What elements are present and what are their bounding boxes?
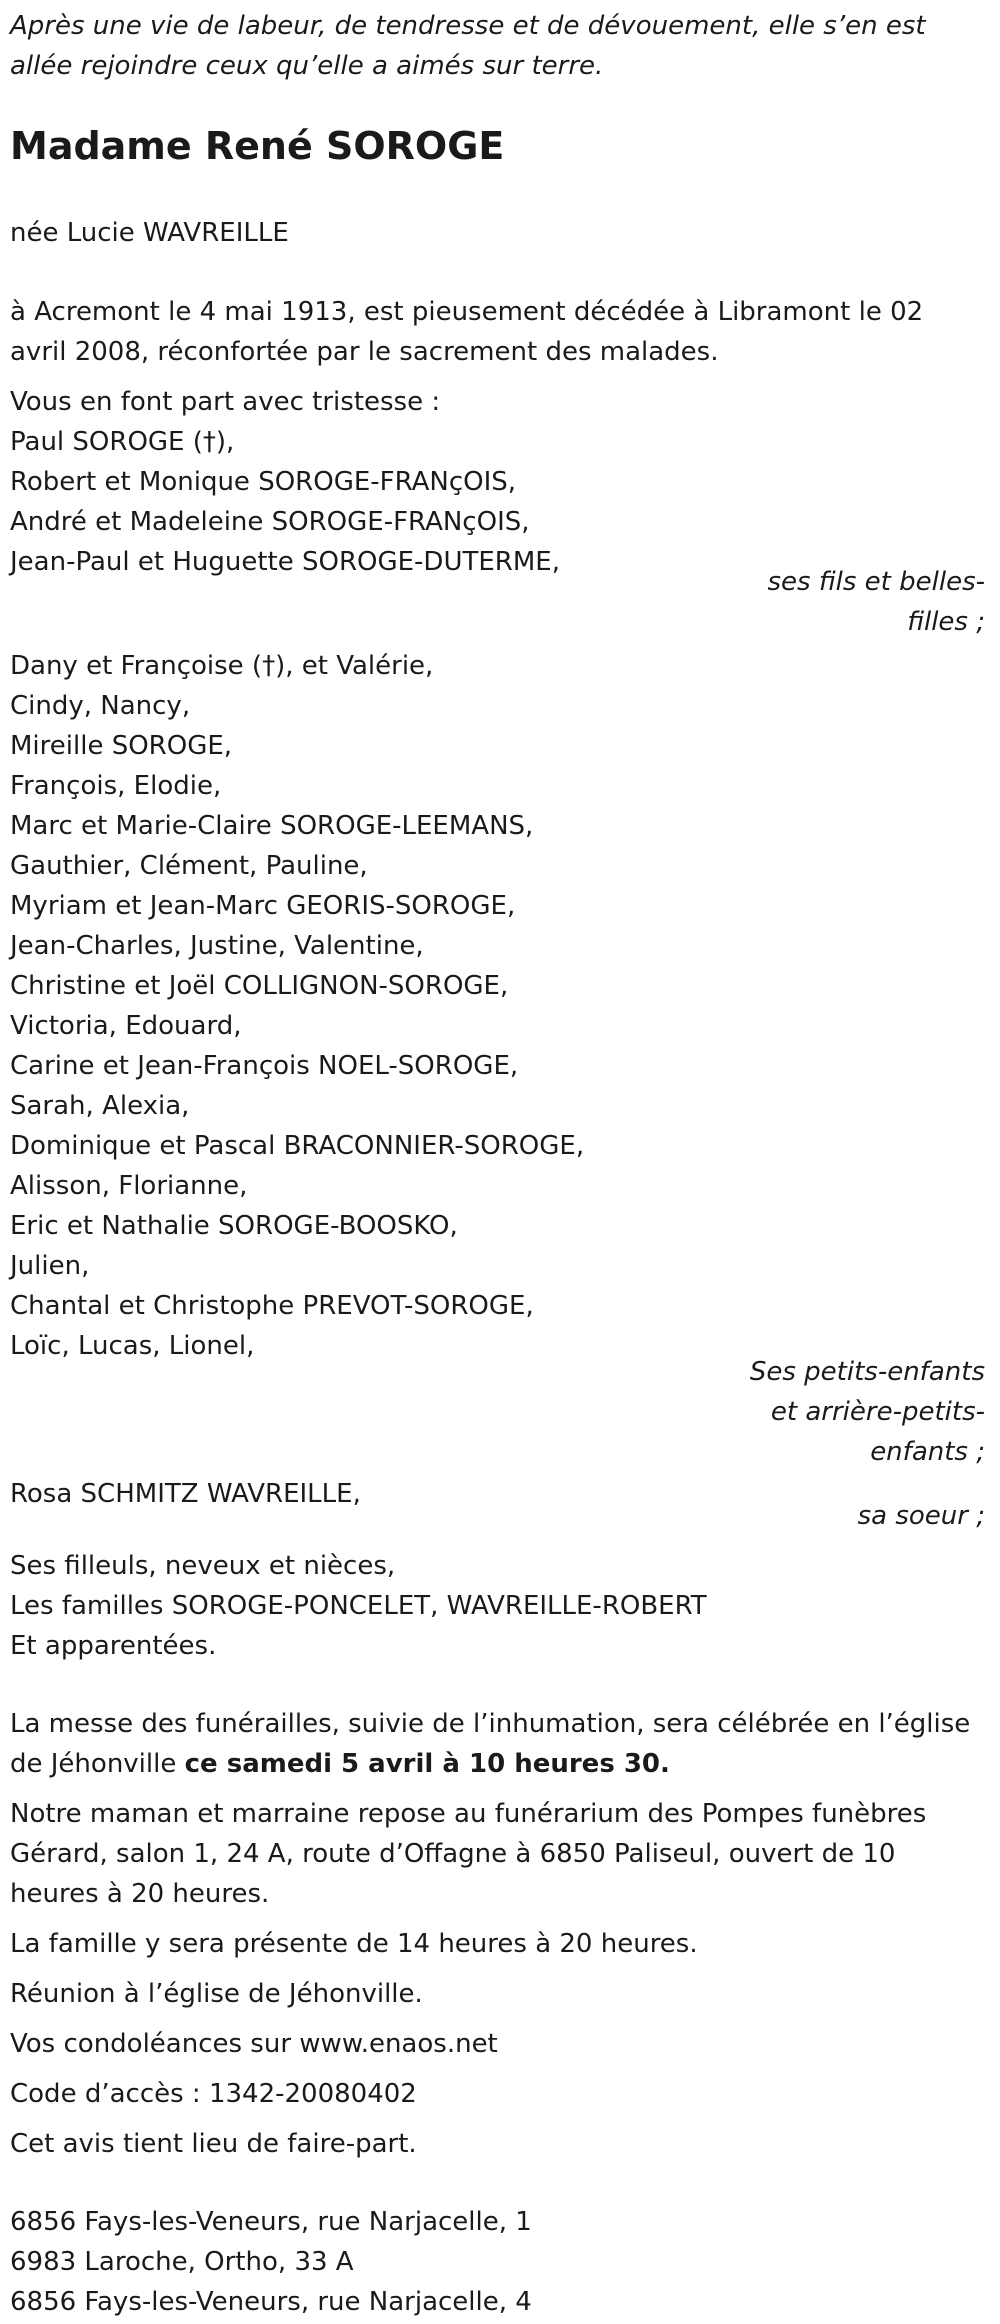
info-line: La famille y sera présente de 14 heures à 20 heures. <box>10 1929 698 1959</box>
family-member: Dominique et Pascal BRACONNIER-SOROGE, <box>10 1131 585 1161</box>
family-member: Julien, <box>10 1251 90 1281</box>
rest-line: Gérard, salon 1, 24 A, route d’Offagne à 6850 Paliseul, ouvert de 10 <box>10 1839 896 1869</box>
family-member: Ses filleuls, neveux et nièces, <box>10 1551 396 1581</box>
family-member: Mireille SOROGE, <box>10 731 233 761</box>
mass-location: de Jéhonville <box>10 1749 185 1779</box>
family-member: Gauthier, Clément, Pauline, <box>10 851 368 881</box>
relation-label: sa soeur ; <box>857 1501 985 1531</box>
family-intro: Vous en font part avec tristesse : <box>10 387 441 417</box>
relation-label: et arrière-petits- <box>770 1397 985 1427</box>
family-member: Chantal et Christophe PREVOT-SOROGE, <box>10 1291 534 1321</box>
relation-label: ses fils et belles- <box>767 567 985 597</box>
family-member: Robert et Monique SOROGE-FRANçOIS, <box>10 467 517 497</box>
family-member: Et apparentées. <box>10 1631 217 1661</box>
family-member: Myriam et Jean-Marc GEORIS-SOROGE, <box>10 891 516 921</box>
mass-line <box>10 1744 670 1784</box>
family-member: Jean-Charles, Justine, Valentine, <box>10 931 424 961</box>
family-member: Christine et Joël COLLIGNON-SOROGE, <box>10 971 509 1001</box>
family-member: Jean-Paul et Huguette SOROGE-DUTERME, <box>10 547 560 577</box>
family-member: François, Elodie, <box>10 771 222 801</box>
info-line: Code d’accès : 1342-20080402 <box>10 2079 417 2109</box>
rest-line: heures à 20 heures. <box>10 1879 270 1909</box>
mass-datetime: ce samedi 5 avril à 10 heures 30. <box>184 1749 670 1779</box>
intro-line: Après une vie de labeur, de tendresse et de dévouement, elle s’en est <box>10 11 926 41</box>
info-line: Vos condoléances sur www.enaos.net <box>10 2029 498 2059</box>
relation-label: filles ; <box>907 607 985 637</box>
birth-line: à Acremont le 4 mai 1913, est pieusement décédée à Libramont le 02 <box>10 297 924 327</box>
relation-label: enfants ; <box>870 1437 985 1467</box>
address-line: 6983 Laroche, Ortho, 33 A <box>10 2247 354 2277</box>
birth-line: avril 2008, réconfortée par le sacrement des malades. <box>10 337 719 367</box>
family-member: Eric et Nathalie SOROGE-BOOSKO, <box>10 1211 458 1241</box>
page-title: Madame René SOROGE <box>10 124 505 168</box>
maiden-name: née Lucie WAVREILLE <box>10 218 289 248</box>
family-member: Marc et Marie-Claire SOROGE-LEEMANS, <box>10 811 534 841</box>
family-member: Rosa SCHMITZ WAVREILLE, <box>10 1479 361 1509</box>
family-member: Alisson, Florianne, <box>10 1171 248 1201</box>
family-member: Victoria, Edouard, <box>10 1011 242 1041</box>
intro-line: allée rejoindre ceux qu’elle a aimés sur terre. <box>10 51 604 81</box>
family-member: André et Madeleine SOROGE-FRANçOIS, <box>10 507 530 537</box>
family-member: Dany et Françoise (†), et Valérie, <box>10 651 434 681</box>
address-line: 6856 Fays-les-Veneurs, rue Narjacelle, 1 <box>10 2207 532 2237</box>
address-line: 6856 Fays-les-Veneurs, rue Narjacelle, 4 <box>10 2287 532 2317</box>
relation-label: Ses petits-enfants <box>749 1357 985 1387</box>
info-line: Cet avis tient lieu de faire-part. <box>10 2129 417 2159</box>
rest-line: Notre maman et marraine repose au funérarium des Pompes funèbres <box>10 1799 927 1829</box>
family-member: Sarah, Alexia, <box>10 1091 190 1121</box>
family-member: Carine et Jean-François NOEL-SOROGE, <box>10 1051 519 1081</box>
family-member: Cindy, Nancy, <box>10 691 191 721</box>
family-member: Loïc, Lucas, Lionel, <box>10 1331 255 1361</box>
family-member: Paul SOROGE (†), <box>10 427 235 457</box>
mass-line: La messe des funérailles, suivie de l’inhumation, sera célébrée en l’église <box>10 1709 971 1739</box>
info-line: Réunion à l’église de Jéhonville. <box>10 1979 423 2009</box>
family-member: Les familles SOROGE-PONCELET, WAVREILLE-ROBERT <box>10 1591 707 1621</box>
